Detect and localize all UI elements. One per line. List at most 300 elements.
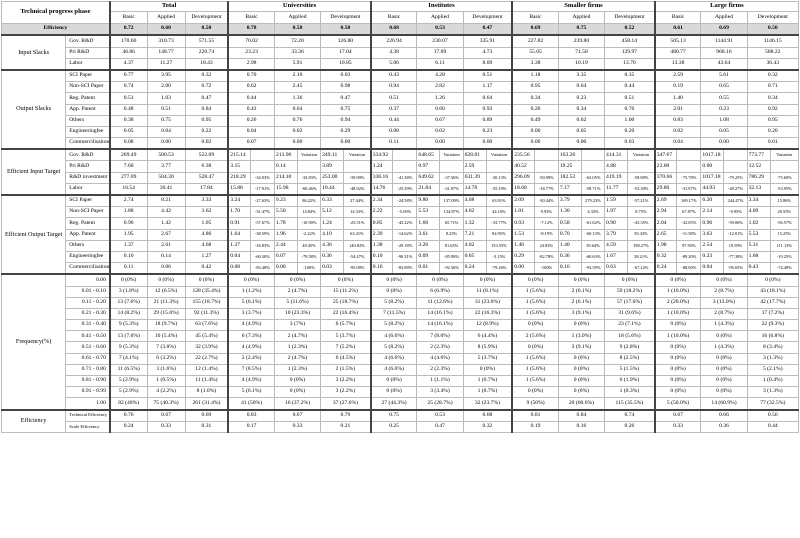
variation-cell: -50.99% [534,172,558,183]
value-cell: 1 (0.7%) [463,387,512,398]
variation-cell: -67.22% [628,263,655,275]
value-cell: 0 (0%) [558,353,604,364]
value-cell: 77 (32.5%) [747,398,798,410]
value-cell: 1.53 [512,229,534,240]
variation-cell: 279.23% [581,195,604,207]
row-label: Commercilisaiton [66,263,110,275]
variation-cell: 81.63% [440,240,463,251]
value-cell: 522.09 [185,149,228,161]
variation-cell: -27.56% [440,172,463,183]
value-cell: 0.00 [274,138,320,150]
value-cell: 0.00 [274,263,297,275]
value-cell: 218.29 [228,172,250,183]
value-cell: 11 (12.6%) [417,297,463,308]
value-cell: 0.70 [228,70,274,82]
value-cell: 18.43 [185,58,228,70]
variation-cell: 14.84% [297,207,320,218]
value-cell: 55.05 [512,47,558,58]
value-cell: 32 (3.9%) [185,342,228,353]
table-row [2,218,799,229]
value-cell: 14.78 [463,183,486,195]
value-cell: 1.08 [701,115,747,126]
value-cell: 1.03 [147,93,185,104]
value-cell: 4 (2.2%) [147,387,185,398]
value-cell: 3 (1.3%) [747,353,798,364]
value-cell: 3.33 [185,195,228,207]
variation-label [534,149,558,161]
value-cell: 1 (1.2%) [228,286,274,297]
value-cell: 0.11 [371,138,417,150]
variation-cell: -83.88% [393,263,417,275]
value-cell: 1.36 [274,93,320,104]
value-cell: 30.41 [147,183,185,195]
variation-cell: -29.18% [393,240,417,251]
table-row [2,364,799,375]
value-cell: 32.13 [747,183,770,195]
variation-label: Variation [344,149,371,161]
value-cell: 0 (0%) [655,387,701,398]
value-cell: 31 (23.0%) [463,297,512,308]
value-cell: 3.89 [321,161,344,172]
value-cell: 0.24 [463,263,486,275]
value-cell: 40.52 [512,161,534,172]
value-cell: 0.04 [701,263,724,275]
value-cell: 148.77 [147,47,185,58]
value-cell: 2.65 [655,229,677,240]
variation-label [677,149,701,161]
value-cell: 0.29 [321,126,371,137]
value-cell: 17.09 [417,47,463,58]
table-row [2,104,799,115]
table-row [2,93,799,104]
table-row [2,229,799,240]
value-cell: 0.33 [147,421,185,432]
efficiency-value: 0.50 [185,24,228,36]
value-cell: 6.20 [701,195,724,207]
value-cell: 115 (35.5%) [605,398,655,410]
value-cell: 14 (16.1%) [417,308,463,319]
efficiency-value: 0.68 [371,24,417,36]
row-label: Pri R&D [66,47,110,58]
value-cell: 12.52 [747,161,770,172]
value-cell: 5.12 [321,207,344,218]
value-cell: 1.17 [463,82,512,93]
value-cell: 3.35 [558,70,604,82]
technical-progress-table [1,1,799,433]
value-cell: 0 (0%) [558,376,604,387]
variation-cell: -14.62% [393,229,417,240]
variation-cell: -34.03% [250,172,274,183]
value-cell: 0.24 [655,263,677,275]
value-cell: 0.03 [321,70,371,82]
value-cell: 0.09 [417,251,440,262]
variation-cell: 8.25% [440,229,463,240]
value-cell: 6 (5.7%) [321,320,371,331]
value-cell: 0.51 [371,93,417,104]
variation-cell: -32.05% [677,218,701,229]
value-cell: 5 (1.5%) [605,364,655,375]
variation-label: Variation [628,149,655,161]
variation-cell: -75.60% [770,172,798,183]
value-cell: 1 (2.3%) [274,342,320,353]
value-cell: 0 (0%) [512,387,558,398]
group-header-institutes: Institutes [371,2,512,12]
variation-cell: -2.22% [297,229,320,240]
value-cell: 2.59 [655,70,701,82]
value-cell: 3 (1.8%) [110,286,147,297]
row-label: Reg. Patent [66,218,110,229]
value-cell: 0 (0%) [701,387,747,398]
column-header: Applied [701,12,747,24]
value-cell: 253.00 [321,172,344,183]
value-cell: 0.93 [463,104,512,115]
table-row [2,308,799,319]
value-cell: 0.93 [512,218,534,229]
value-cell: 0.63 [605,263,628,275]
value-cell: 14 (8.2%) [110,308,147,319]
row-label: 0.61 - 0.70 [66,353,110,364]
value-cell: 0.23 [701,104,747,115]
table-row [2,320,799,331]
value-cell: 230.07 [417,35,463,47]
value-cell: 0.04 [228,251,250,262]
row-label: 0.31 - 0.40 [66,320,110,331]
value-cell: 0.00 [512,263,534,275]
table-row [2,297,799,308]
value-cell: 269.49 [110,149,147,161]
variation-cell: -25.39% [393,183,417,195]
value-cell: 17.84 [185,183,228,195]
value-cell: 0.56 [747,410,798,422]
value-cell: 4.73 [463,47,512,58]
value-cell: 2 (20.0%) [655,297,701,308]
efficiency-value: 0.58 [274,24,320,36]
table-row [2,387,799,398]
variation-cell: 97.93% [677,240,701,251]
variation-cell: -31.97% [677,183,701,195]
value-cell: 18.68 [512,183,534,195]
column-header-row [2,12,799,24]
value-cell: 1.66 [417,218,440,229]
value-cell: 0.36 [701,421,747,432]
table-row [2,183,799,195]
value-cell: 1.96 [274,229,297,240]
value-cell: 0.60 [417,104,463,115]
value-cell: 4 (4.9%) [228,320,274,331]
value-cell: 0.94 [321,115,371,126]
value-cell: 0.44 [747,421,798,432]
variation-cell: -39.90% [344,172,371,183]
variation-cell: -7.12% [534,218,558,229]
value-cell: 0 (0%) [110,274,147,286]
value-cell: 2 (4.7%) [274,353,320,364]
value-cell: 3.38 [512,58,558,70]
variation-cell: 4.33% [581,207,604,218]
value-cell: 10.19 [558,58,604,70]
value-cell: 1.30 [558,207,581,218]
value-cell: 1 (5.6%) [512,297,558,308]
value-cell: 12 (1.4%) [185,364,228,375]
efficiency-row [2,24,799,36]
table-row [2,149,799,161]
value-cell: 3 (9.1%) [558,308,604,319]
row-label: Engineeringfee [66,126,110,137]
value-cell: 0.22 [185,126,228,137]
value-cell: 13.70 [605,58,655,70]
value-cell: 2.94 [655,207,677,218]
value-cell: 0.90 [605,218,628,229]
efficiency-value: 0.47 [463,24,512,36]
variation-cell: 19.59% [724,240,747,251]
value-cell: 2.00 [147,82,185,93]
efficiency-value: 0.60 [147,24,185,36]
variation-label [250,149,274,161]
value-cell: 220.74 [185,47,228,58]
table-row [2,240,799,251]
value-cell: 2 (2.4%) [228,353,274,364]
value-cell: 7.17 [558,183,581,195]
value-cell: 5 (6.1%) [228,297,274,308]
value-cell: 5 (50.0%) [655,398,701,410]
variation-cell: -60.13% [581,229,604,240]
value-cell: 6.11 [417,58,463,70]
table-row [2,410,799,422]
value-cell: 1.68 [747,251,770,262]
value-cell: 4.02 [463,240,486,251]
variation-cell: -38.59% [250,229,274,240]
value-cell: 3.24 [228,195,250,207]
value-cell: 277.09 [110,172,147,183]
row-label: 0.21 - 0.30 [66,308,110,319]
value-cell: 3 (7%) [274,320,320,331]
value-cell: 0.16 [558,263,581,275]
value-cell: 1.27 [185,251,228,262]
value-cell: 0.62 [558,115,604,126]
value-cell: 0 (0%) [701,376,747,387]
value-cell: 5 (2.1%) [747,364,798,375]
variation-cell: -48.92% [344,183,371,195]
value-cell: 23.00 [655,161,677,172]
variation-label [297,161,320,172]
value-cell: 3 (9.1%) [558,342,604,353]
value-cell: 1 (1.1%) [417,376,463,387]
value-cell: 0.71 [747,82,798,93]
variation-cell: 39.64% [581,240,604,251]
variation-label [770,161,798,172]
value-cell: 1.02 [747,218,770,229]
value-cell: 1 (3.0%) [558,331,604,342]
value-cell: 163.26 [558,149,581,161]
variation-cell: -74.48% [770,263,798,275]
variation-cell: 169.17% [677,195,701,207]
variation-cell: 137.09% [440,195,463,207]
value-cell: 0.47 [185,93,228,104]
value-cell: 0.19 [655,82,701,93]
column-header: Applied [558,12,604,24]
row-label: SCI Paper [66,195,110,207]
value-cell: 0 (0%) [558,387,604,398]
value-cell: 1.01 [512,207,534,218]
value-cell: 5 (2.9%) [110,387,147,398]
variation-label [628,161,655,172]
value-cell: 0.74 [605,410,655,422]
value-cell: 2 (1.5%) [321,364,371,375]
group-header-large-firms: Large firms [655,2,799,12]
table-row [2,207,799,218]
value-cell: 649.62 [417,172,440,183]
value-cell: 8 (5.9%) [463,342,512,353]
value-cell: 8.21 [147,195,185,207]
row-label: App. Patent [66,104,110,115]
variation-label [581,149,604,161]
variation-cell: -12.01% [724,229,747,240]
value-cell: 0.91 [228,218,250,229]
table-row [2,126,799,137]
value-cell: 0.81 [512,410,558,422]
variation-cell: -49.27% [724,183,747,195]
value-cell: 0.08 [228,263,250,275]
value-cell: 7 (8.5%) [228,364,274,375]
value-cell: 0.65 [463,251,486,262]
value-cell: 296.09 [512,172,534,183]
table-row [2,286,799,297]
value-cell: 5 (3.7%) [321,331,371,342]
value-cell: 3.61 [417,229,440,240]
value-cell: 1 (5.6%) [512,376,558,387]
value-cell: 3.79 [558,195,581,207]
row-label: 0.01 - 0.10 [66,286,110,297]
variation-cell: -9.95% [724,207,747,218]
value-cell: 2 (6.1%) [558,286,604,297]
value-cell: 0.04 [147,126,185,137]
variation-cell: -79.25% [724,172,747,183]
variation-cell: -27.63% [250,195,274,207]
value-cell: 0.05 [110,126,147,137]
group-header-smaller-firms: Smaller firms [512,2,655,12]
variation-label: Variation [440,149,463,161]
value-cell: 0.25 [371,421,417,432]
value-cell: 528.47 [185,172,228,183]
value-cell: 59 (18.2%) [605,286,655,297]
variation-cell: -79.26% [486,263,512,275]
variation-cell: -79.58% [297,251,320,262]
column-header: Development [185,12,228,24]
value-cell: 11 (6.5%) [110,364,147,375]
value-cell: 6.38 [185,161,228,172]
value-cell: 29 (15.6%) [147,308,185,319]
value-cell: 1.70 [228,207,250,218]
variation-cell: -10.90% [297,218,320,229]
value-cell: 8 (1.0%) [185,387,228,398]
value-cell: 1 (4.3%) [701,320,747,331]
value-cell: 5.53 [747,229,770,240]
value-cell: 0.51 [110,93,147,104]
value-cell: 0.05 [558,126,604,137]
value-cell: 13 (7.6%) [110,297,147,308]
variation-cell: -30.13% [486,172,512,183]
value-cell: 588.22 [747,47,798,58]
value-cell: 0.69 [185,410,228,422]
table-row [2,35,799,47]
value-cell: 2.98 [228,58,274,70]
column-header: Applied [147,12,185,24]
value-cell: 0 (0%) [558,320,604,331]
value-cell: 249.11 [321,149,344,161]
value-cell: 14 (60.9%) [701,398,747,410]
table-row [2,172,799,183]
value-cell: 0.16 [558,421,604,432]
value-cell: 0.04 [228,126,274,137]
value-cell: 0.49 [512,115,558,126]
variation-label [677,161,701,172]
column-header: Basic [655,12,701,24]
value-cell: 4.62 [463,207,486,218]
table-row [2,47,799,58]
variation-cell: 134.87% [440,207,463,218]
value-cell: 0.96 [110,218,147,229]
row-label: Pri R&D [66,161,110,172]
value-cell: 0.72 [185,82,228,93]
value-cell: 7 (11.5%) [371,308,417,319]
value-cell: 15.88 [228,183,250,195]
variation-cell: -53.95% [770,183,798,195]
value-cell: 4.37 [110,58,147,70]
value-cell: 2.82 [417,82,463,93]
value-cell: 239.80 [558,35,604,47]
value-cell: 0.26 [228,115,274,126]
value-cell: 6 (6.9%) [417,286,463,297]
value-cell: 1.24 [371,161,393,172]
value-cell: 1.37 [110,240,147,251]
value-cell: 0.00 [512,126,558,137]
value-cell: 6 (4.4%) [463,331,512,342]
value-cell: 4.10 [321,229,344,240]
value-cell: 0.64 [274,104,320,115]
column-header: Basic [512,12,558,24]
value-cell: 5 (11.6%) [274,297,320,308]
value-cell: 0.36 [321,251,344,262]
value-cell: 6 (7.3%) [228,331,274,342]
value-cell: 1.98 [655,240,677,251]
value-cell: 2.45 [274,82,320,93]
variation-cell: -57.21% [628,195,655,207]
value-cell: 5.53 [417,207,440,218]
value-cell: 0.94 [371,82,417,93]
value-cell: 0 (0%) [274,274,320,286]
variation-cell: -89.20% [677,251,701,262]
value-cell: 155 (18.7%) [185,297,228,308]
value-cell: 1.95 [110,229,147,240]
value-cell: 8 (3.4%) [747,342,798,353]
value-cell: 9 (5.3%) [110,320,147,331]
row-label: Commercilisaiton [66,138,110,150]
variation-cell: -17.91% [250,183,274,195]
value-cell: 4.68 [185,240,228,251]
value-cell: 0 (0%) [701,331,747,342]
row-label: SCI Paper [66,70,110,82]
value-cell: 235.56 [512,149,534,161]
value-cell: 25 (28.7%) [417,398,463,410]
value-cell: 2.44 [274,240,297,251]
variation-cell: -11.58% [677,229,701,240]
value-cell: 2 (5.6%) [512,331,558,342]
value-cell: 3 (1.3%) [747,387,798,398]
variation-cell: -35.19% [486,183,512,195]
value-cell: 0.74 [110,82,147,93]
variation-cell: -3.15% [486,251,512,262]
efficiency-value: 0.72 [110,24,147,36]
value-cell: 2.61 [147,240,185,251]
